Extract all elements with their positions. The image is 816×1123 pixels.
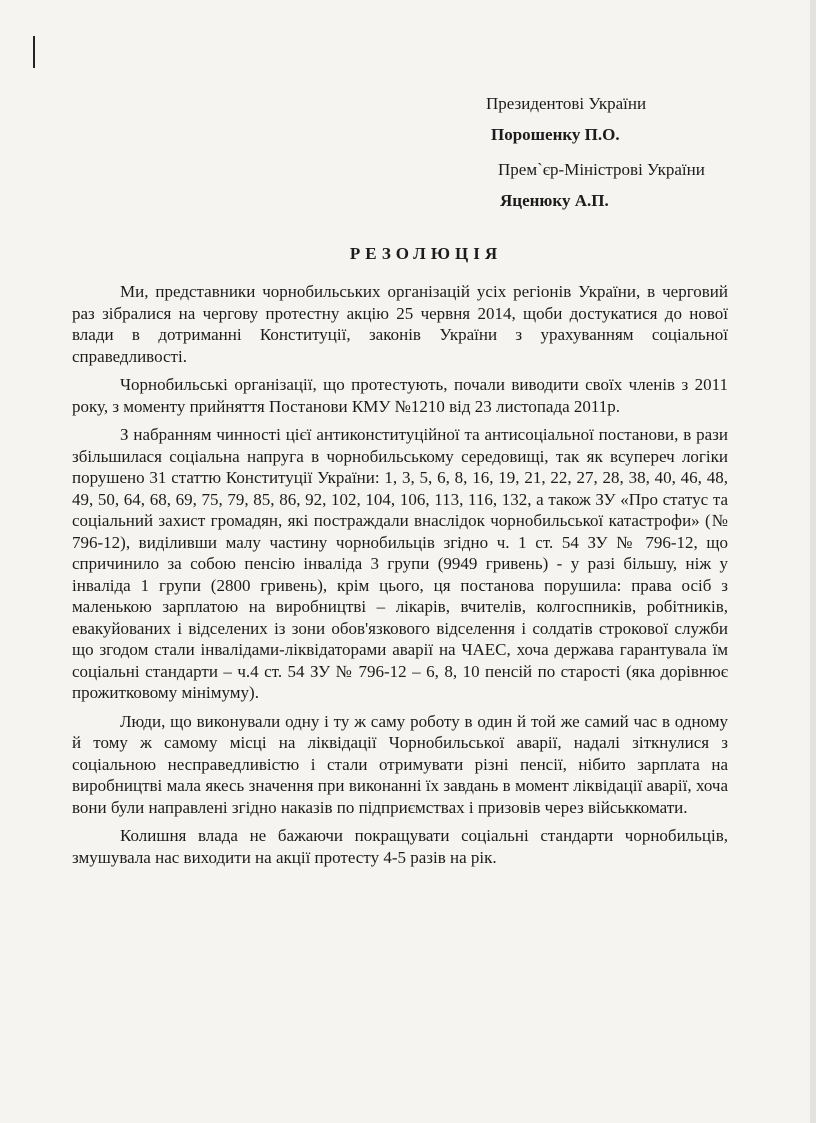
paragraph: З набранням чинності цієї антиконституційної та антисоціальної постанови, в рази збільшилася соціальна напруга в чорнобильському середовищі, так як всупереч логіки порушено 31 статтю Конституції України: 1, 3, 5, 6, 8, 16, 19, 21, 22, 27, 28, 38, 40, 46, 48, 49, 50, 64, 68, 69, 75, 79, 85, 86, 92, 102, 104, 106, 113, 116, 132, а також ЗУ «Про статус та соціальний захист громадян, які постраждали внаслідок чорнобильської катастрофи» (№ 796-12), виділивши малу частину чорнобильців згідно ч. 1 ст. 54 ЗУ № 796-12, що спричинило за собою пенсію інваліда 3 групи (9949 гривень) - у разі більшу, ніж у інваліда 1 групи (2800 гривень), крім цього, ця постанова порушила: права осіб з маленькою зарплатою на виробництві – лікарів, вчителів, колгоспників, робітників, евакуйованих і відселених із зони обов'язкового відселення і солдатів строкової служби що згодом стали інвалідами-ліквідаторами аварії на ЧАЕС, хоча держава гарантувала їм соціальні стандарти – ч.4 ст. 54 ЗУ № 796-12 – 6, 8, 10 пенсій по старості (яка дорівнює прожитковому мінімуму). xyxy=(72,425,728,702)
addressee-prime-minister-title: Прем`єр-Міністрові України xyxy=(498,160,705,179)
page-edge-shadow xyxy=(810,0,816,1123)
paragraph: Люди, що виконували одну і ту ж саму роботу в один й той же самий час в одному й тому ж самому місці на ліквідації Чорнобильської аварії, надалі зіткнулися з соціальною несправедливістю і стали отримувати різні пенсії, нібито зарплата на виробництві мала якесь значення при виконанні їх завдань в момент ліквідації аварії, хоча вони були направлені згідно наказів по підприємствах і призовів через військкомати. xyxy=(72,711,728,817)
addressee-prime-minister-name: Яценюку А.П. xyxy=(500,191,609,210)
paragraph: Чорнобильські організації, що протестують, почали виводити своїх членів з 2011 року, з моменту прийняття Постанови КМУ №1210 від 23 листопада 2011р. xyxy=(72,375,728,416)
paragraph: Ми, представники чорнобильських організацій усіх регіонів України, в черговий раз зібралися на чергову протестну акцію 25 червня 2014, щоби достукатися до нової влади в дотриманні Конституції, законів України з урахуванням соціальної справедливості. xyxy=(72,282,728,366)
margin-mark xyxy=(33,36,35,68)
document-body xyxy=(72,281,728,875)
paragraph: Колишня влада не бажаючи покращувати соціальні стандарти чорнобильців, змушувала нас виходити на акції протесту 4-5 разів на рік. xyxy=(72,826,728,867)
addressee-president-name: Порошенку П.О. xyxy=(491,125,620,144)
document-title: РЕЗОЛЮЦІЯ xyxy=(349,244,503,263)
addressee-president-title: Президентові України xyxy=(486,94,647,113)
